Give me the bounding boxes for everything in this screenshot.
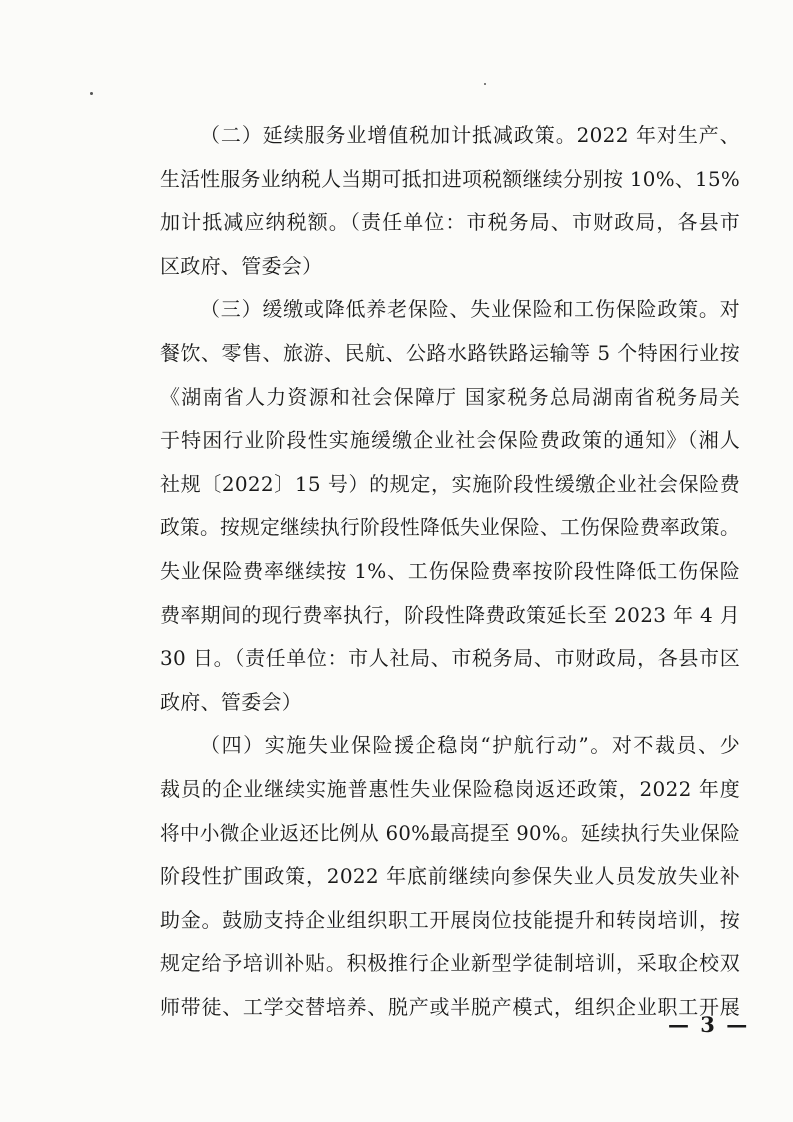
text-line: 《湖南省人力资源和社会保障厅 国家税务总局湖南省税务局关 <box>160 384 740 409</box>
text-line: 失业保险费率继续按 1%、工伤保险费率按阶段性降低工伤保险 <box>160 558 740 583</box>
text-line: 30 日。（责任单位：市人社局、市税务局、市财政局，各县市区 <box>160 646 740 671</box>
text-line: 于特困行业阶段性实施缓缴企业社会保险费政策的通知》（湘人 <box>160 428 740 453</box>
text-line: 将中小微企业返还比例从 60%最高提至 90%。延续执行失业保险 <box>160 821 740 845</box>
text-line: 区政府、管委会） <box>160 253 323 278</box>
text-line: （二）延续服务业增值税加计抵减政策。2022 年对生产、 <box>200 123 740 147</box>
text-line: 费率期间的现行费率执行，阶段性降费政策延长至 2023 年 4 月 <box>160 602 740 627</box>
scan-speck <box>484 83 486 85</box>
text-line: 阶段性扩围政策，2022 年底前继续向参保失业人员发放失业补 <box>160 864 740 889</box>
text-line: （三）缓缴或降低养老保险、失业保险和工伤保险政策。对 <box>200 297 740 322</box>
text-line: 师带徒、工学交替培养、脱产或半脱产模式，组织企业职工开展 <box>160 994 740 1019</box>
document-body <box>160 114 740 1029</box>
text-line: 加计抵减应纳税额。（责任单位：市税务局、市财政局，各县市 <box>160 210 740 235</box>
text-line: 规定给予培训补贴。积极推行企业新型学徒制培训，采取企校双 <box>160 951 740 976</box>
text-line: 社规〔2022〕15 号）的规定，实施阶段性缓缴企业社会保险费 <box>160 471 740 496</box>
text-line: 生活性服务业纳税人当期可抵扣进项税额继续分别按 10%、15% <box>160 167 740 191</box>
text-line: 裁员的企业继续实施普惠性失业保险稳岗返还政策，2022 年度 <box>160 776 740 801</box>
text-line: 政府、管委会） <box>160 689 303 714</box>
text-line: 助金。鼓励支持企业组织职工开展岗位技能提升和转岗培训，按 <box>160 907 740 932</box>
text-line: （四）实施失业保险援企稳岗“护航行动”。对不裁员、少 <box>200 733 740 758</box>
text-line: 政策。按规定继续执行阶段性降低失业保险、工伤保险费率政策。 <box>160 516 740 540</box>
scan-speck <box>90 92 93 95</box>
page-number: — 3 — <box>668 1012 750 1037</box>
text-line: 餐饮、零售、旅游、民航、公路水路铁路运输等 5 个特困行业按 <box>160 340 740 365</box>
